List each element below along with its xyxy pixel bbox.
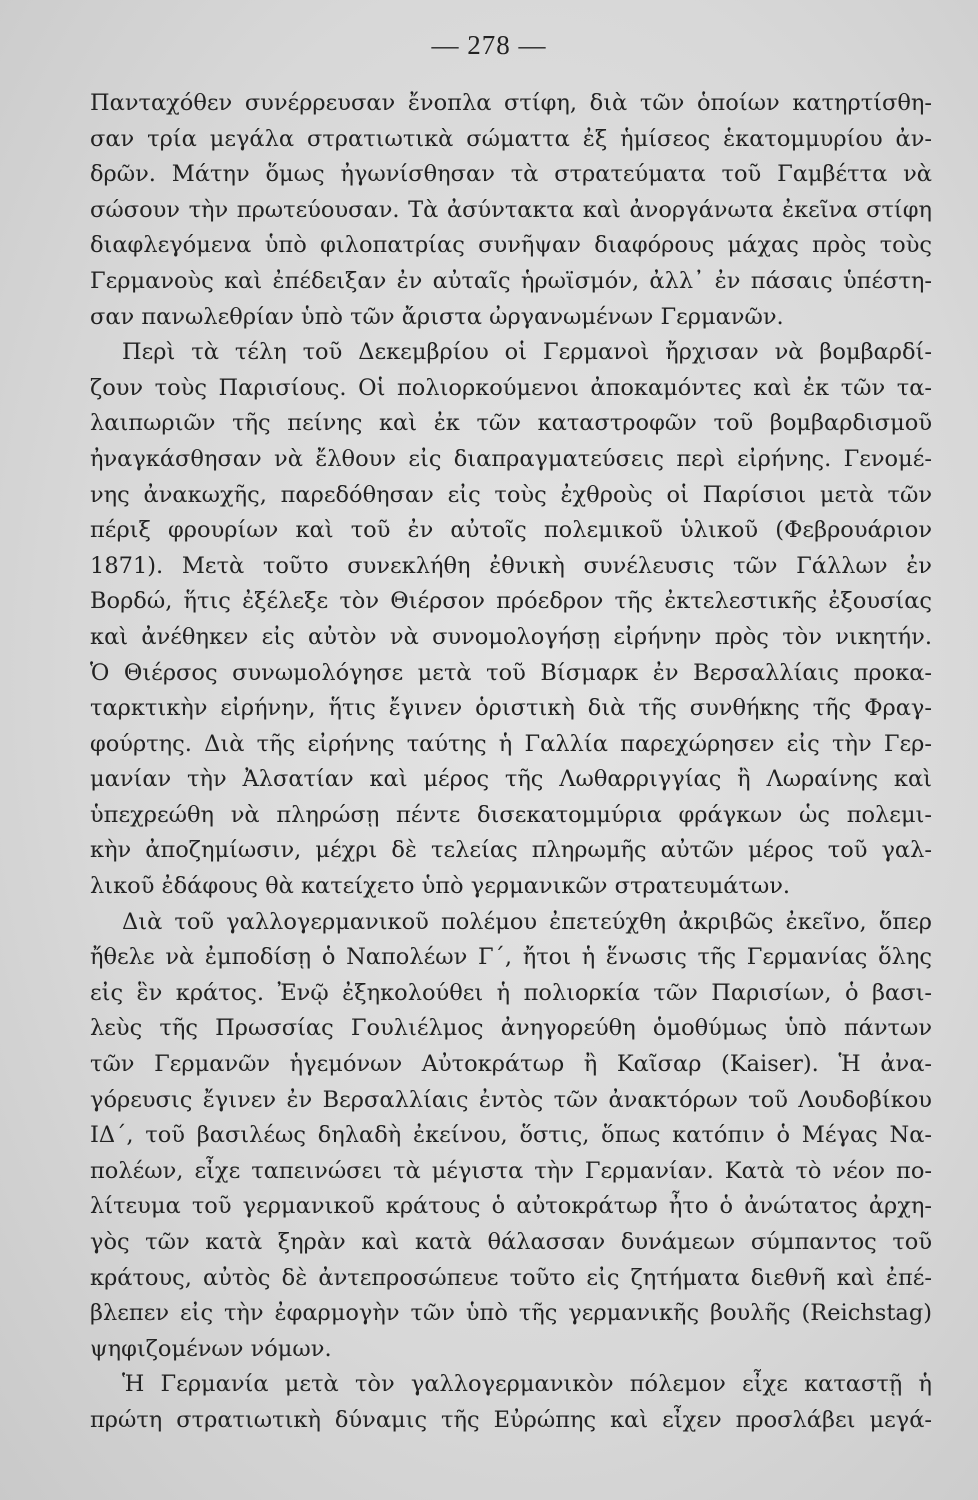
paragraph: [90, 86, 932, 335]
text-line: σαν πανωλεθρίαν ὑπὸ τῶν ἄριστα ὠργανωμένων Γερμανῶν.: [90, 303, 784, 330]
text-line: λαιπωριῶν τῆς πείνης καὶ ἐκ τῶν καταστροφῶν τοῦ βομβαρδισμοῦ: [90, 410, 932, 437]
text-line: πέριξ φρουρίων καὶ τοῦ ἐν αὐτοῖς πολεμικοῦ ὑλικοῦ (Φεβρουάριον: [90, 517, 932, 544]
text-line: Ὁ Θιέρσος συνωμολόγησε μετὰ τοῦ Βίσμαρκ ἐν Βερσαλλίαις προκα-: [90, 659, 932, 686]
text-line: γόρευσις ἔγινεν ἐν Βερσαλλίαις ἐντὸς τῶν ἀνακτόρων τοῦ Λουδοβίκου: [90, 1086, 932, 1113]
body-text: [90, 86, 932, 1439]
page-number: — 278 —: [431, 30, 547, 60]
paragraph: [90, 905, 932, 1368]
text-line: δρῶν. Μάτην ὅμως ἠγωνίσθησαν τὰ στρατεύματα τοῦ Γαμβέττα νὰ: [90, 161, 932, 188]
text-line: βλεπεν εἰς τὴν ἐφαρμογὴν τῶν ὑπὸ τῆς γερμανικῆς βουλῆς (Reichstag): [90, 1300, 932, 1327]
text-line: ΙΔ΄, τοῦ βασιλέως δηλαδὴ ἐκείνου, ὅστις, ὅπως κατόπιν ὁ Μέγας Να-: [90, 1122, 932, 1149]
text-line: πολέων, εἶχε ταπεινώσει τὰ μέγιστα τὴν Γερμανίαν. Κατὰ τὸ νέον πο-: [90, 1157, 932, 1184]
text-line: ταρκτικὴν εἰρήνην, ἥτις ἔγινεν ὁριστικὴ διὰ τῆς συνθήκης τῆς Φραγ-: [90, 695, 932, 722]
text-line: ζουν τοὺς Παρισίους. Οἱ πολιορκούμενοι ἀποκαμόντες καὶ ἐκ τῶν τα-: [90, 374, 932, 401]
text-line: Ἡ Γερμανία μετὰ τὸν γαλλογερμανικὸν πόλεμον εἶχε καταστῇ ἡ: [122, 1371, 932, 1398]
text-line: διαφλεγόμενα ὑπὸ φιλοπατρίας συνῆψαν διαφόρους μάχας πρὸς τοὺς: [90, 232, 932, 259]
paragraph: [90, 1367, 932, 1438]
text-line: Γερμανοὺς καὶ ἐπέδειξαν ἐν αὐταῖς ἡρωϊσμόν, ἀλλ᾿ ἐν πάσαις ὑπέστη-: [90, 267, 932, 294]
text-line: φούρτης. Διὰ τῆς εἰρήνης ταύτης ἡ Γαλλία παρεχώρησεν εἰς τὴν Γερ-: [90, 730, 932, 757]
text-line: ψηφιζομένων νόμων.: [90, 1335, 332, 1362]
text-line: γὸς τῶν κατὰ ξηρὰν καὶ κατὰ θάλασσαν δυνάμεων σύμπαντος τοῦ: [90, 1229, 932, 1255]
text-line: λεὺς τῆς Πρωσσίας Γουλιέλμος ἀνηγορεύθη ὁμοθύμως ὑπὸ πάντων: [90, 1015, 932, 1042]
text-line: μανίαν τὴν Ἀλσατίαν καὶ μέρος τῆς Λωθαρριγγίας ἢ Λωραίνης καὶ: [90, 766, 932, 793]
text-line: Περὶ τὰ τέλη τοῦ Δεκεμβρίου οἱ Γερμανοὶ ἤρχισαν νὰ βομβαρδί-: [122, 339, 932, 366]
text-line: πρώτη στρατιωτικὴ δύναμις τῆς Εὐρώπης καὶ εἶχεν προσλάβει μεγά-: [90, 1406, 932, 1433]
text-line: Βορδώ, ἥτις ἐξέλεξε τὸν Θιέρσον πρόεδρον τῆς ἐκτελεστικῆς ἐξουσίας: [90, 588, 932, 615]
text-line: λίτευμα τοῦ γερμανικοῦ κράτους ὁ αὐτοκράτωρ ἦτο ὁ ἀνώτατος ἀρχη-: [90, 1193, 932, 1220]
text-line: εἰς ἓν κράτος. Ἐνῷ ἐξηκολούθει ἡ πολιορκία τῶν Παρισίων, ὁ βασι-: [90, 979, 932, 1006]
text-line: Διὰ τοῦ γαλλογερμανικοῦ πολέμου ἐπετεύχθη ἀκριβῶς ἐκεῖνο, ὅπερ: [122, 908, 932, 935]
text-line: Πανταχόθεν συνέρρευσαν ἔνοπλα στίφη, διὰ τῶν ὁποίων κατηρτίσθη-: [90, 90, 932, 116]
text-line: καὶ ἀνέθηκεν εἰς αὐτὸν νὰ συνομολογήσῃ εἰρήνην πρὸς τὸν νικητήν.: [90, 623, 932, 650]
text-line: 1871). Μετὰ τοῦτο συνεκλήθη ἐθνικὴ συνέλευσις τῶν Γάλλων ἐν: [90, 552, 932, 579]
paragraph: [90, 335, 932, 905]
text-line: λικοῦ ἐδάφους θὰ κατείχετο ὑπὸ γερμανικῶν στρατευμάτων.: [90, 873, 791, 900]
text-line: ἤθελε νὰ ἐμποδίσῃ ὁ Ναπολέων Γ΄, ἤτοι ἡ ἕνωσις τῆς Γερμανίας ὅλης: [90, 944, 932, 971]
text-line: σώσουν τὴν πρωτεύουσαν. Τὰ ἀσύντακτα καὶ ἀνοργάνωτα ἐκεῖνα στίφη: [90, 196, 932, 223]
text-line: ἠναγκάσθησαν νὰ ἔλθουν εἰς διαπραγματεύσεις περὶ εἰρήνης. Γενομέ-: [90, 445, 932, 472]
text-line: σαν τρία μεγάλα στρατιωτικὰ σώματτα ἐξ ἡμίσεος ἑκατομμυρίου ἀν-: [90, 125, 932, 152]
text-line: νης ἀνακωχῆς, παρεδόθησαν εἰς τοὺς ἐχθροὺς οἱ Παρίσιοι μετὰ τῶν: [90, 481, 932, 508]
text-line: κὴν ἀποζημίωσιν, μέχρι δὲ τελείας πληρωμῆς αὐτῶν μέρος τοῦ γαλ-: [90, 837, 932, 864]
text-line: κράτους, αὐτὸς δὲ ἀντεπροσώπευε τοῦτο εἰς ζητήματα διεθνῆ καὶ ἐπέ-: [90, 1264, 932, 1291]
text-line: ὑπεχρεώθη νὰ πληρώσῃ πέντε δισεκατομμύρια φράγκων ὡς πολεμι-: [90, 801, 932, 828]
text-line: τῶν Γερμανῶν ἡγεμόνων Αὐτοκράτωρ ἢ Καῖσαρ (Kaiser). Ἡ ἀνα-: [90, 1051, 932, 1078]
